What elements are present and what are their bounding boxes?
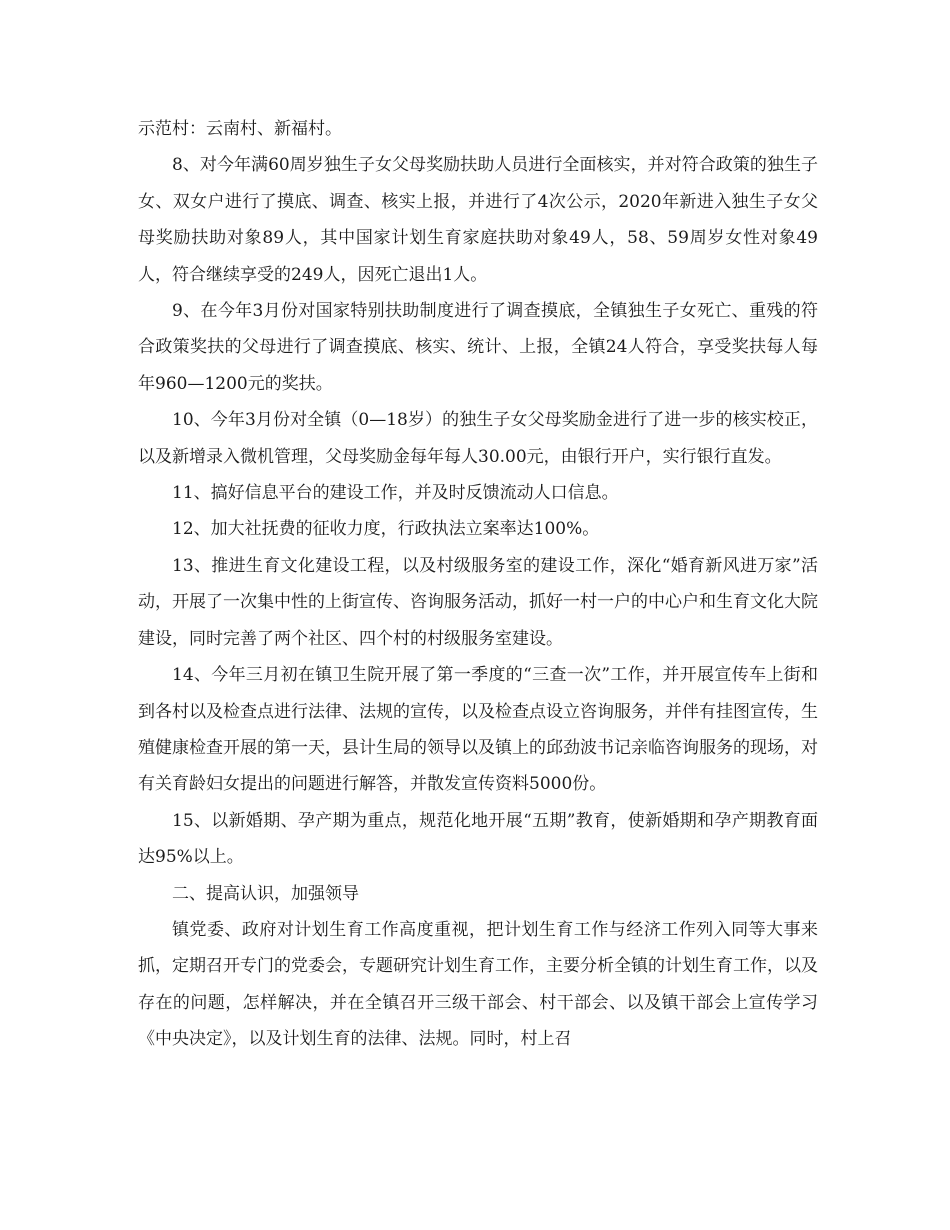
paragraph-item-15: 15、以新婚期、孕产期为重点，规范化地开展“五期”教育，使新婚期和孕产期教育面达95%以上。 — [138, 810, 818, 868]
paragraph-item-9: 9、在今年3月份对国家特别扶助制度进行了调查摸底，全镇独生子女死亡、重残的符合政策奖扶的父母进行了调查摸底、核实、统计、上报，全镇24人符合，享受奖扶每人每年960—1200元的奖扶。 — [138, 301, 818, 394]
document-body — [138, 111, 818, 1058]
paragraph-section-2-body: 镇党委、政府对计划生育工作高度重视，把计划生育工作与经济工作列入同等大事来抓，定期召开专门的党委会，专题研究计划生育工作，主要分析全镇的计划生育工作，以及存在的问题，怎样解决，并在全镇召开三级干部会、村干部会、以及镇干部会上宣传学习《中央决定》，以及计划生育的法律、法规。同时，村上召 — [138, 919, 818, 1050]
paragraph-item-14: 14、今年三月初在镇卫生院开展了第一季度的“三查一次”工作，并开展宣传车上街和到各村以及检查点进行法律、法规的宣传，以及检查点设立咨询服务，并伴有挂图宣传，生殖健康检查开展的第一天，县计生局的领导以及镇上的邱劲波书记亲临咨询服务的现场，对有关育龄妇女提出的问题进行解答，并散发宣传资料5000份。 — [138, 665, 818, 795]
section-heading-2: 二、提高认识，加强领导 — [172, 883, 359, 904]
paragraph-item-12: 12、加大社抚费的征收力度，行政执法立案率达100%。 — [172, 519, 600, 540]
paragraph-item-11: 11、搞好信息平台的建设工作，并及时反馈流动人口信息。 — [172, 483, 619, 504]
paragraph-item-13: 13、推进生育文化建设工程，以及村级服务室的建设工作，深化“婚育新风进万家”活动，开展了一次集中性的上街宣传、咨询服务活动，抓好一村一户的中心户和生育文化大院建设，同时完善了两个社区、四个村的村级服务室建设。 — [138, 555, 818, 649]
paragraph-item-10: 10、今年3月份对全镇（0—18岁）的独生子女父母奖励金进行了进一步的核实校正，以及新增录入微机管理，父母奖励金每年每人30.00元，由银行开户，实行银行直发。 — [138, 410, 818, 467]
paragraph-intro-continuation: 示范村：云南村、新福村。 — [138, 119, 342, 139]
paragraph-item-8: 8、对今年满60周岁独生子女父母奖励扶助人员进行全面核实，并对符合政策的独生子女、双女户进行了摸底、调查、核实上报，并进行了4次公示，2020年新进入独生子女父母奖励扶助对象89人，其中国家计划生育家庭扶助对象49人，58、59周岁女性对象49人，符合继续享受的249人，因死亡退出1人。 — [138, 155, 818, 285]
